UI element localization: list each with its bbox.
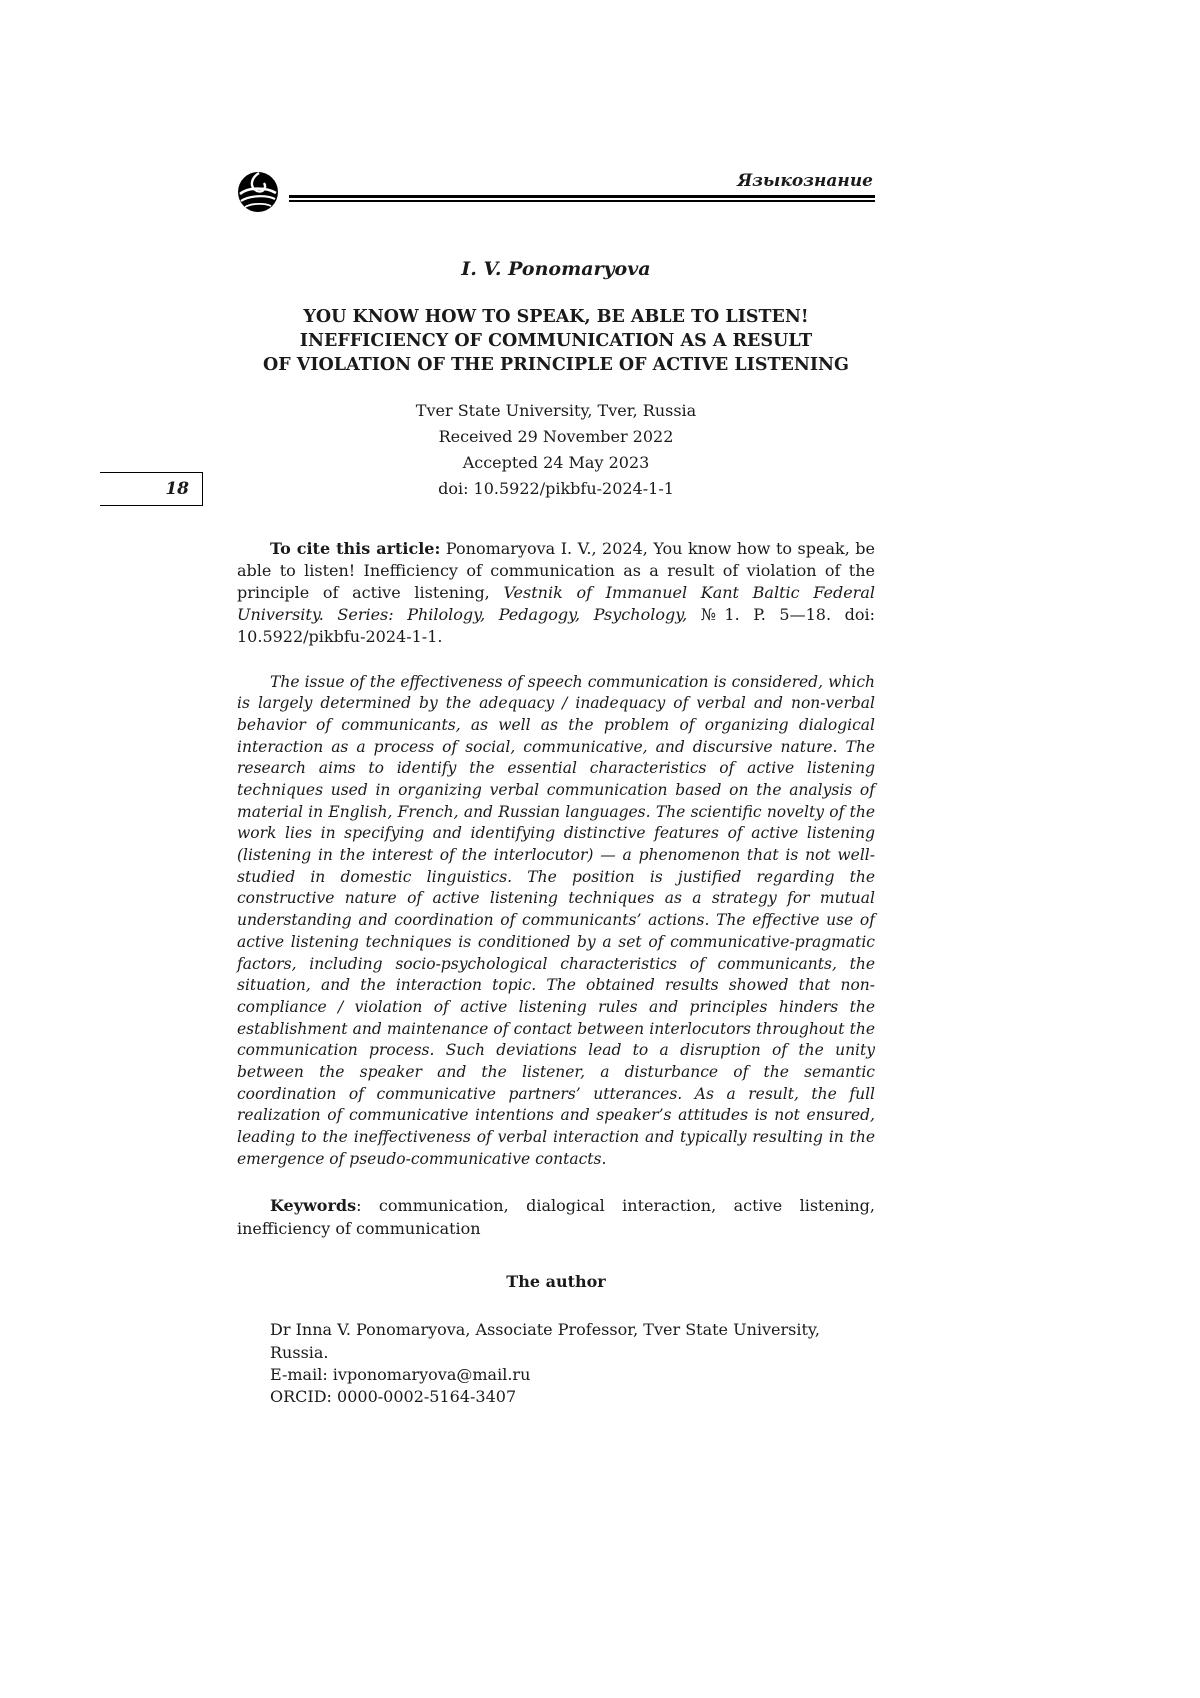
article-title xyxy=(237,305,875,377)
keywords-text: : communication, dialogical interaction, active listening, inefficiency of communication xyxy=(237,1196,875,1238)
header-divider xyxy=(289,195,875,202)
journal-logo-icon xyxy=(237,170,279,214)
title-line: INEFFICIENCY OF COMMUNICATION AS A RESULT xyxy=(299,331,813,352)
citation-source: Vestnik of Immanuel Kant Baltic Federal University. Series: Philology, Pedagogy, Psychology, xyxy=(237,582,875,624)
doi: doi: 10.5922/pikbfu-2024-1-1 xyxy=(438,479,674,499)
citation-paragraph xyxy=(237,538,875,648)
section-label: Языкознание xyxy=(737,171,873,191)
header-rule-block xyxy=(289,170,875,202)
keywords-label: Keywords xyxy=(270,1196,357,1216)
page-number: 18 xyxy=(165,479,189,499)
title-line: YOU KNOW HOW TO SPEAK, BE ABLE TO LISTEN! xyxy=(303,307,809,327)
accepted-date: Accepted 24 May 2023 xyxy=(462,453,650,473)
citation-label: To cite this article: xyxy=(270,539,441,559)
author-info xyxy=(270,1319,875,1409)
article-meta xyxy=(237,398,875,502)
citation-tail: №1. P. 5—18. doi: 10.5922/pikbfu-2024-1-1. xyxy=(237,604,876,646)
article-author: I. V. Ponomaryova xyxy=(461,258,651,280)
author-line: Dr Inna V. Ponomaryova, Associate Professor, Tver State University, Russia. xyxy=(270,1320,820,1362)
email-line: E-mail: ivponomaryova@mail.ru xyxy=(270,1364,531,1384)
title-line: OF VIOLATION OF THE PRINCIPLE OF ACTIVE LISTENING xyxy=(263,355,849,376)
abstract-paragraph: The issue of the effectiveness of speech communication is considered, which is largely determined by the adequacy / inadequacy of verbal and non-verbal behavior of communicants, as well as the problem of organizing dialogical interaction as a process of social, communicative, and discursive nature. The research aims to identify the essential characteristics of active listening techniques used in organizing verbal communication based on the analysis of material in English, French, and Russian languages. The scientific novelty of the work lies in specifying and identifying distinctive features of active listening (listening in the interest of the interlocutor) — a phenomenon that is not well-studied in domestic linguistics. The position is justified regarding the constructive nature of active listening techniques as a strategy for mutual understanding and coordination of communicants’ actions. The effective use of active listening techniques is conditioned by a set of communicative-pragmatic factors, including socio-psychological characteristics of communicants, the situation, and the interaction topic. The obtained results showed that non-compliance / violation of active listening rules and principles hinders the establishment and maintenance of contact between interlocutors throughout the communication process. Such deviations lead to a disruption of the unity between the speaker and the listener, a disturbance of the semantic coordination of communicative partners’ utterances. As a result, the full realization of communicative intentions and speaker’s attitudes is not ensured, leading to the ineffectiveness of verbal interaction and typically resulting in the emergence of pseudo-communicative contacts. xyxy=(237,672,875,1168)
citation-text: Ponomaryova I. V., 2024, You know how to speak, be able to listen! Inefficiency of communication as a result of violation of the principle of active listening, xyxy=(237,539,875,602)
page-number-box xyxy=(100,472,203,506)
keywords-paragraph xyxy=(237,1195,875,1240)
journal-header xyxy=(237,170,875,214)
content-column xyxy=(237,170,875,1409)
received-date: Received 29 November 2022 xyxy=(438,427,674,447)
author-section-heading: The author xyxy=(506,1272,606,1292)
affiliation: Tver State University, Tver, Russia xyxy=(415,401,697,421)
orcid-line: ORCID: 0000-0002-5164-3407 xyxy=(270,1387,517,1407)
